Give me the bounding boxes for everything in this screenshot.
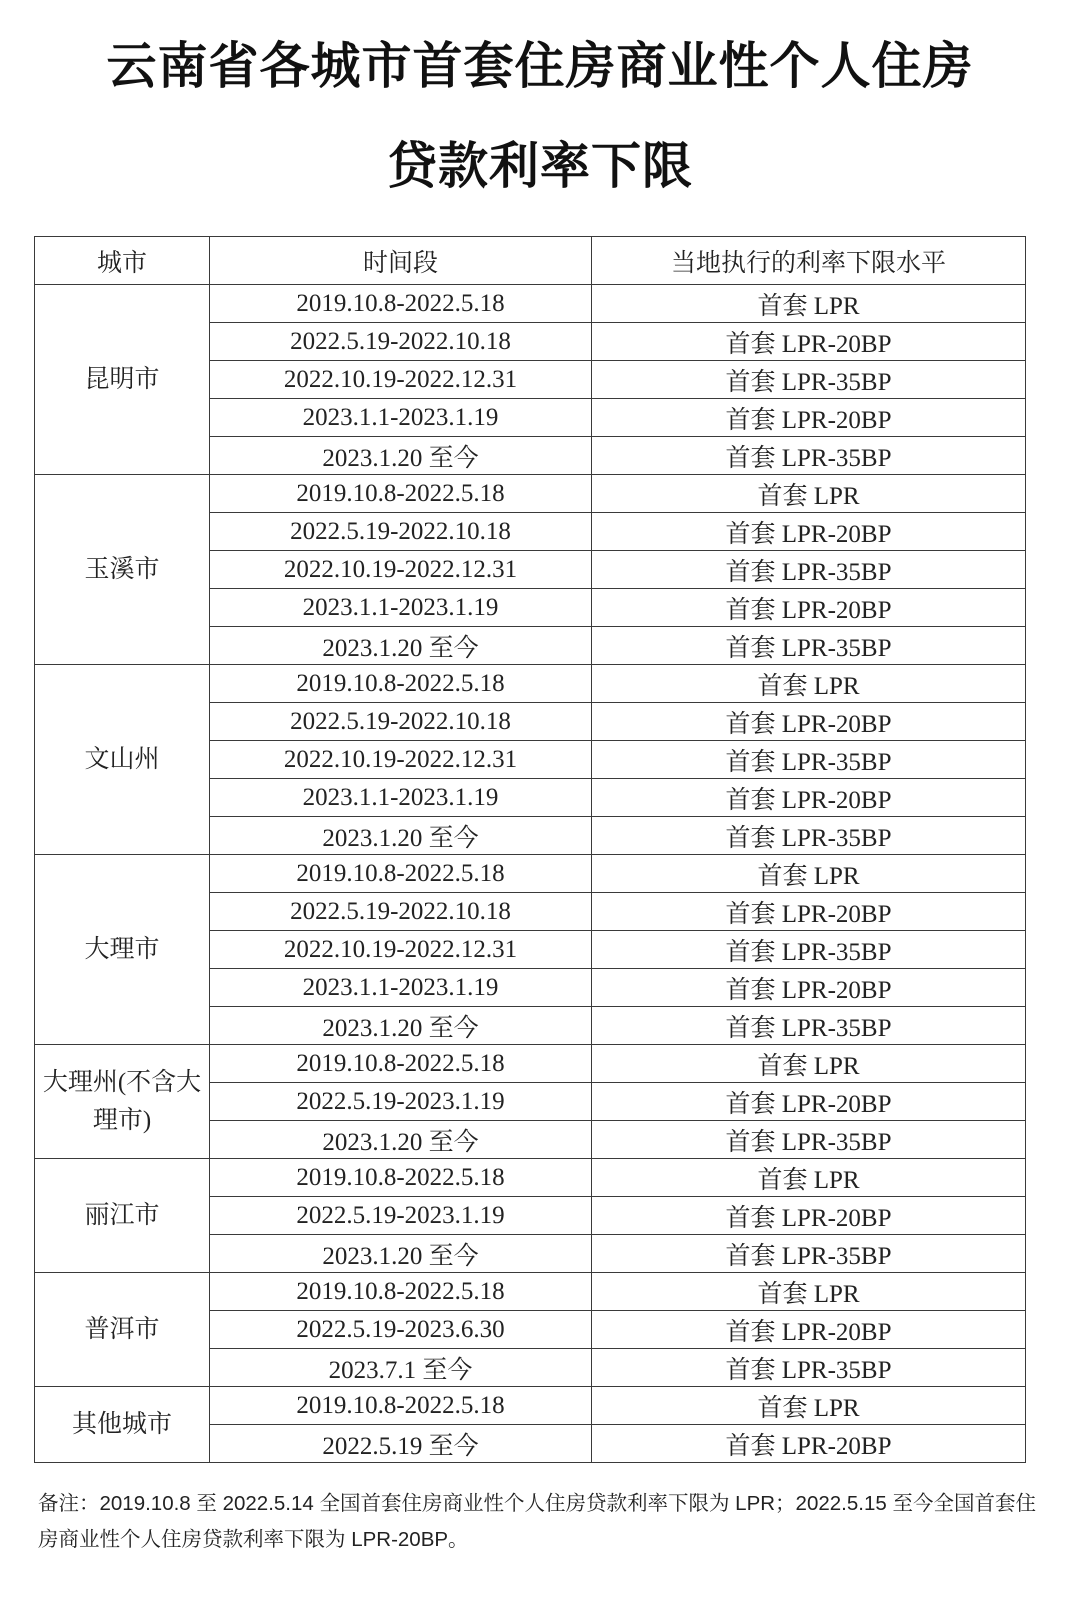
period-cell: 2022.5.19 至今 [210, 1425, 592, 1463]
rate-cell: 首套 LPR-20BP [592, 1425, 1026, 1463]
period-cell: 2022.5.19-2022.10.18 [210, 513, 592, 551]
period-cell: 2022.5.19-2022.10.18 [210, 893, 592, 931]
header-rate: 当地执行的利率下限水平 [592, 237, 1026, 285]
rate-cell: 首套 LPR-20BP [592, 1197, 1026, 1235]
period-cell: 2023.1.20 至今 [210, 1121, 592, 1159]
rate-cell: 首套 LPR-20BP [592, 779, 1026, 817]
period-cell: 2022.5.19-2023.1.19 [210, 1083, 592, 1121]
period-cell: 2023.7.1 至今 [210, 1349, 592, 1387]
table-row [35, 665, 1026, 703]
period-cell: 2022.10.19-2022.12.31 [210, 931, 592, 969]
rate-cell: 首套 LPR [592, 665, 1026, 703]
table-row [35, 1387, 1026, 1425]
city-cell: 普洱市 [35, 1273, 210, 1387]
table-row [35, 285, 1026, 323]
period-cell: 2023.1.20 至今 [210, 817, 592, 855]
rate-cell: 首套 LPR-20BP [592, 589, 1026, 627]
period-cell: 2019.10.8-2022.5.18 [210, 1045, 592, 1083]
period-cell: 2022.5.19-2022.10.18 [210, 703, 592, 741]
rate-cell: 首套 LPR-35BP [592, 1007, 1026, 1045]
period-cell: 2019.10.8-2022.5.18 [210, 1159, 592, 1197]
table-row [35, 855, 1026, 893]
table-body [35, 285, 1026, 1463]
city-cell: 文山州 [35, 665, 210, 855]
table-row [35, 475, 1026, 513]
rate-cell: 首套 LPR [592, 1159, 1026, 1197]
rate-cell: 首套 LPR [592, 855, 1026, 893]
rate-cell: 首套 LPR-35BP [592, 931, 1026, 969]
rate-cell: 首套 LPR-35BP [592, 551, 1026, 589]
rate-cell: 首套 LPR-20BP [592, 969, 1026, 1007]
rate-cell: 首套 LPR-20BP [592, 703, 1026, 741]
period-cell: 2019.10.8-2022.5.18 [210, 665, 592, 703]
rate-cell: 首套 LPR [592, 1387, 1026, 1425]
rate-cell: 首套 LPR-35BP [592, 361, 1026, 399]
rate-cell: 首套 LPR-35BP [592, 1235, 1026, 1273]
rate-cell: 首套 LPR-35BP [592, 1121, 1026, 1159]
header-city: 城市 [35, 237, 210, 285]
period-cell: 2023.1.1-2023.1.19 [210, 779, 592, 817]
document-title-line-2: 贷款利率下限 [387, 136, 693, 195]
rate-cell: 首套 LPR-35BP [592, 741, 1026, 779]
document-title-line-1: 云南省各城市首套住房商业性个人住房 [106, 36, 974, 95]
rate-table [34, 236, 1026, 1463]
rate-cell: 首套 LPR-20BP [592, 1083, 1026, 1121]
period-cell: 2023.1.1-2023.1.19 [210, 589, 592, 627]
period-cell: 2023.1.20 至今 [210, 437, 592, 475]
rate-cell: 首套 LPR-20BP [592, 893, 1026, 931]
rate-cell: 首套 LPR [592, 285, 1026, 323]
period-cell: 2023.1.20 至今 [210, 1235, 592, 1273]
period-cell: 2022.10.19-2022.12.31 [210, 361, 592, 399]
city-cell: 大理州(不含大理市) [35, 1045, 210, 1159]
period-cell: 2019.10.8-2022.5.18 [210, 1387, 592, 1425]
period-cell: 2019.10.8-2022.5.18 [210, 1273, 592, 1311]
rate-cell: 首套 LPR-35BP [592, 627, 1026, 665]
rate-cell: 首套 LPR-20BP [592, 1311, 1026, 1349]
footnote: 备注：2019.10.8 至 2022.5.14 全国首套住房商业性个人住房贷款利率下限为 LPR；2022.5.15 至今全国首套住房商业性个人住房贷款利率下限为 LPR-20BP。 [38, 1492, 1036, 1551]
table-row [35, 1045, 1026, 1083]
header-period: 时间段 [210, 237, 592, 285]
period-cell: 2022.5.19-2022.10.18 [210, 323, 592, 361]
period-cell: 2019.10.8-2022.5.18 [210, 285, 592, 323]
city-cell: 其他城市 [35, 1387, 210, 1463]
period-cell: 2023.1.1-2023.1.19 [210, 399, 592, 437]
city-cell: 昆明市 [35, 285, 210, 475]
period-cell: 2023.1.20 至今 [210, 1007, 592, 1045]
rate-cell: 首套 LPR-20BP [592, 513, 1026, 551]
table-header-row [35, 237, 1026, 285]
period-cell: 2022.5.19-2023.1.19 [210, 1197, 592, 1235]
table-row [35, 1159, 1026, 1197]
period-cell: 2023.1.1-2023.1.19 [210, 969, 592, 1007]
city-cell: 玉溪市 [35, 475, 210, 665]
period-cell: 2019.10.8-2022.5.18 [210, 855, 592, 893]
city-cell: 丽江市 [35, 1159, 210, 1273]
rate-cell: 首套 LPR-35BP [592, 1349, 1026, 1387]
rate-cell: 首套 LPR-35BP [592, 817, 1026, 855]
table-row [35, 1273, 1026, 1311]
rate-cell: 首套 LPR-35BP [592, 437, 1026, 475]
rate-cell: 首套 LPR [592, 1273, 1026, 1311]
rate-cell: 首套 LPR-20BP [592, 399, 1026, 437]
period-cell: 2023.1.20 至今 [210, 627, 592, 665]
city-cell: 大理市 [35, 855, 210, 1045]
period-cell: 2022.10.19-2022.12.31 [210, 741, 592, 779]
rate-cell: 首套 LPR [592, 475, 1026, 513]
period-cell: 2022.5.19-2023.6.30 [210, 1311, 592, 1349]
rate-cell: 首套 LPR-20BP [592, 323, 1026, 361]
period-cell: 2019.10.8-2022.5.18 [210, 475, 592, 513]
period-cell: 2022.10.19-2022.12.31 [210, 551, 592, 589]
rate-cell: 首套 LPR [592, 1045, 1026, 1083]
